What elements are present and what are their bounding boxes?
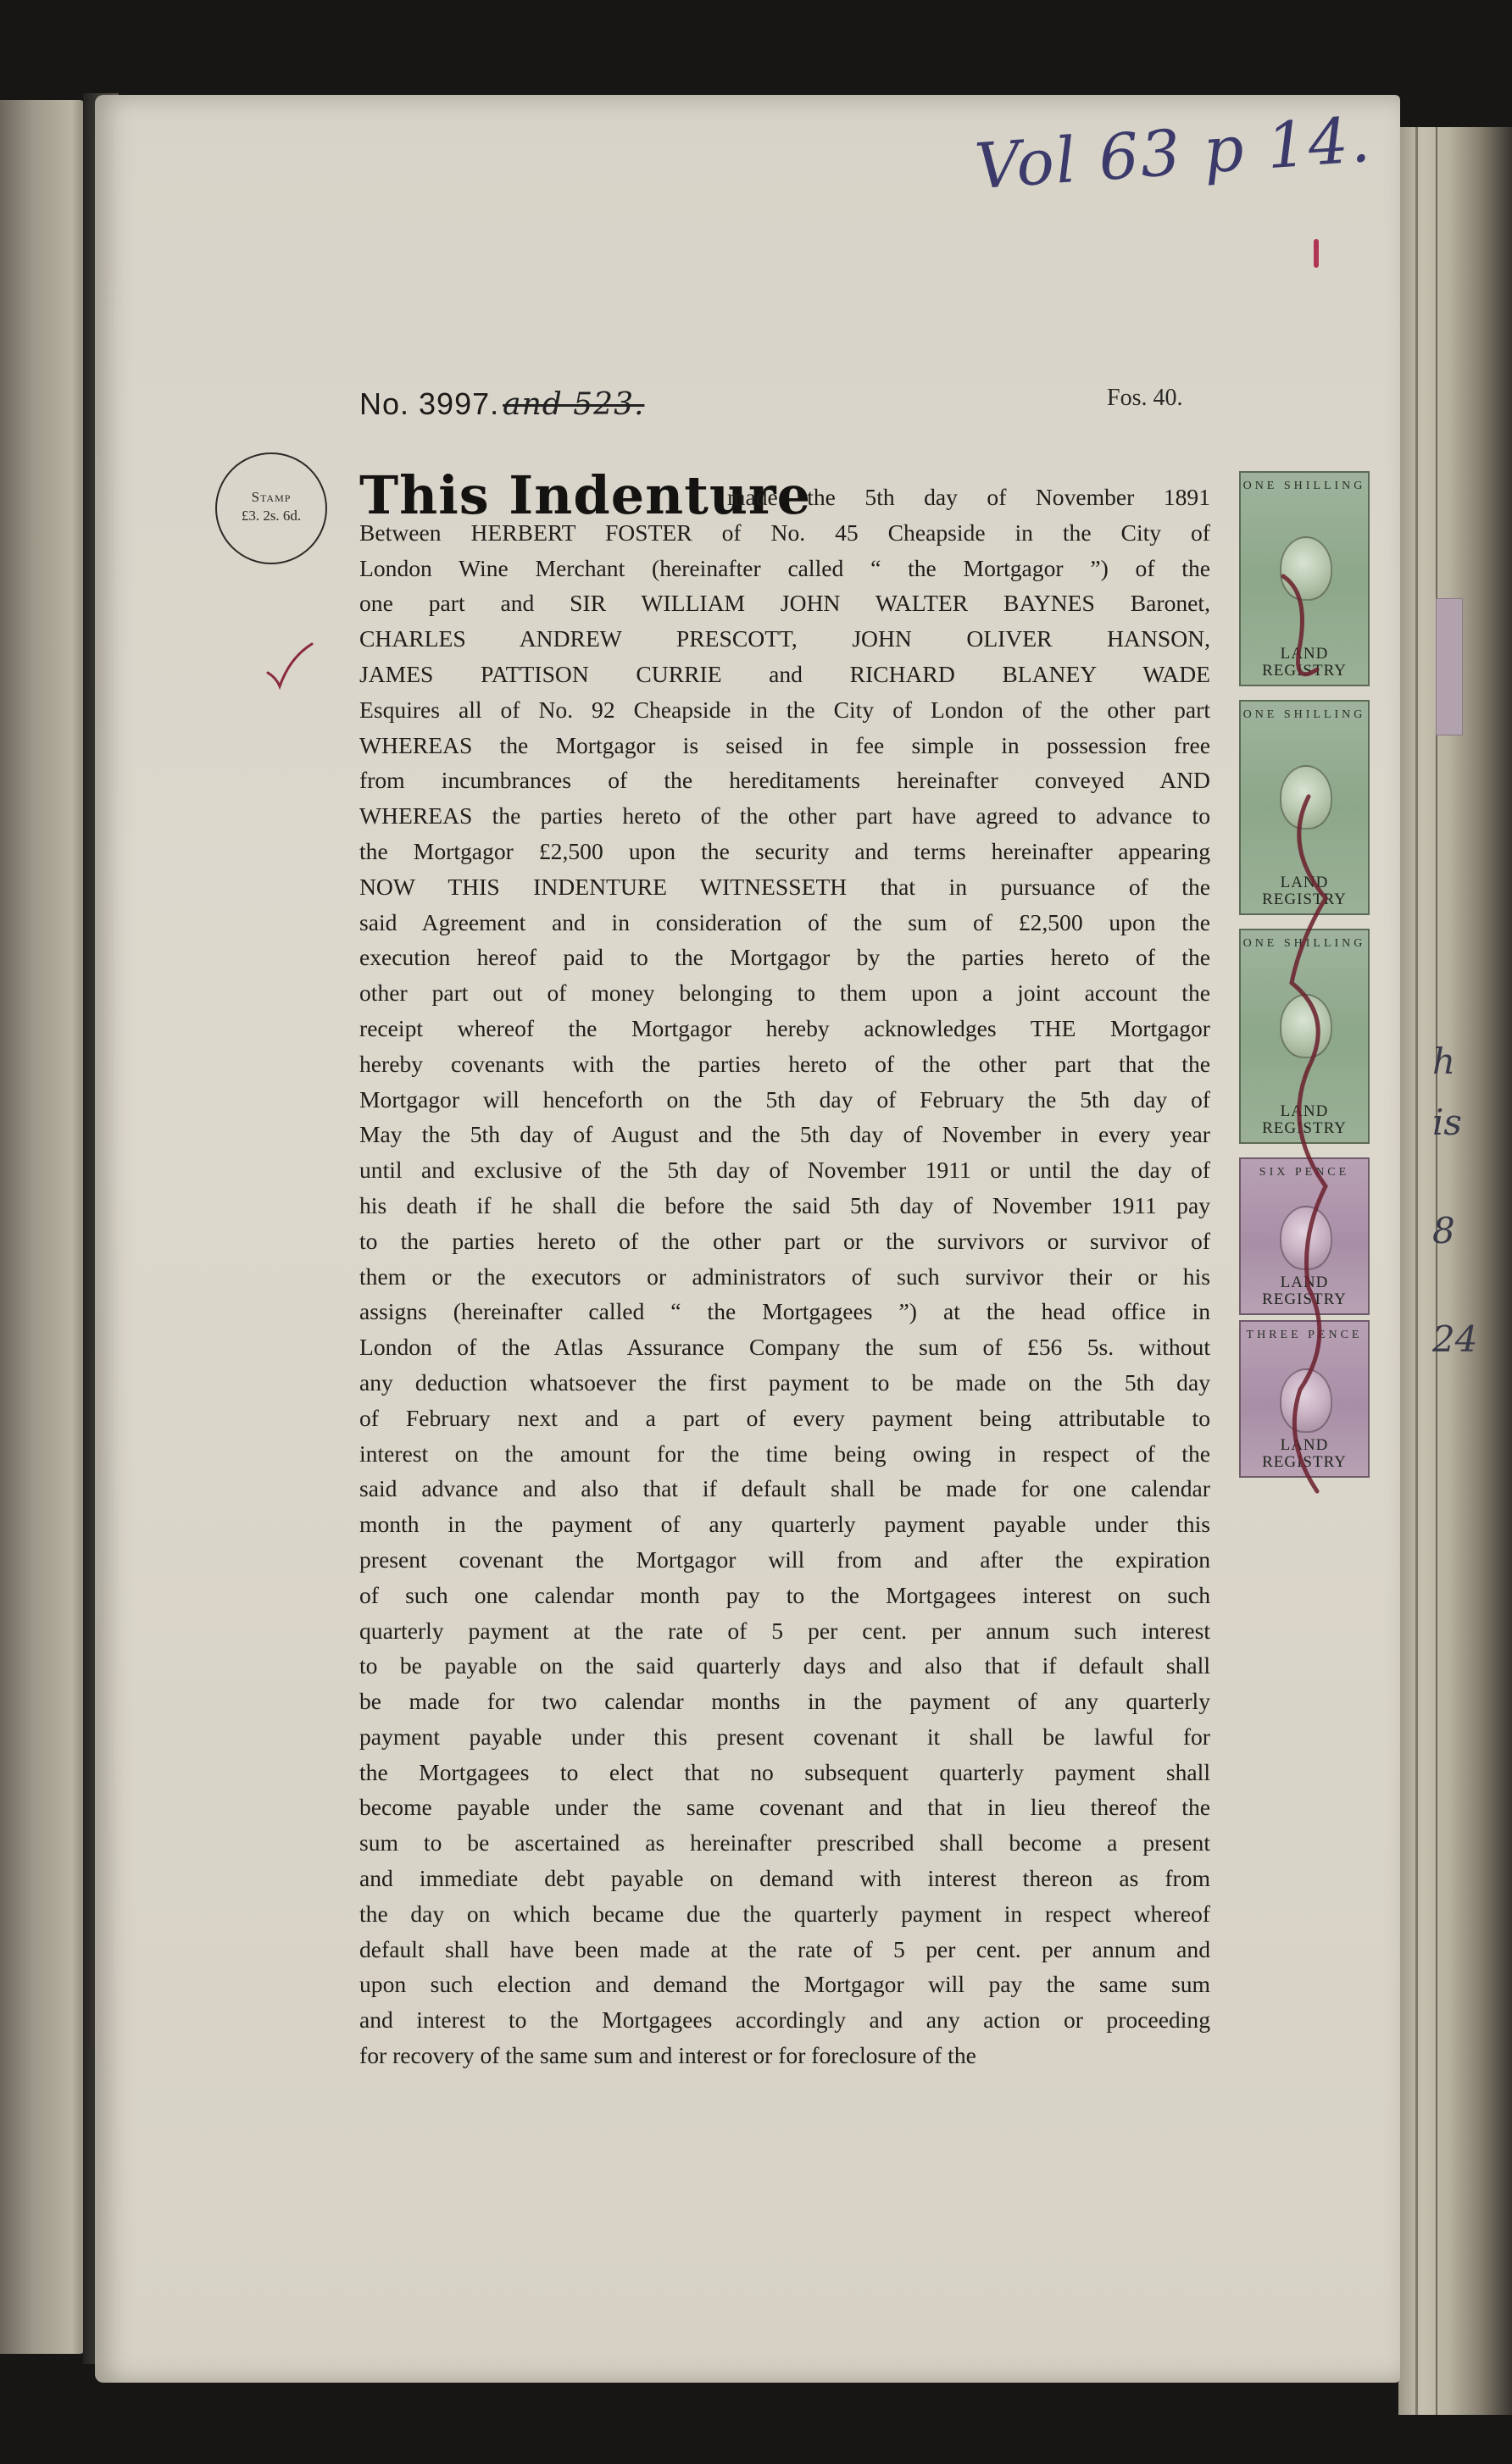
left-page-edge xyxy=(0,100,85,2354)
stamp-denomination: THREE PENCE xyxy=(1246,1329,1363,1341)
stamp-denomination: SIX PENCE xyxy=(1259,1166,1350,1179)
deed-line: month in the payment of any quarterly payment payable under this xyxy=(359,1511,1210,1538)
deed-line: WHEREAS the parties hereto of the other part have agreed to advance to xyxy=(359,802,1210,830)
deed-line: and interest to the Mortgagees accordingly and any action or proceeding xyxy=(359,2006,1210,2034)
deed-body xyxy=(359,480,1210,2073)
deed-line: said Agreement and in consideration of the sum of £2,500 upon the xyxy=(359,908,1210,935)
deed-line: of such one calendar month pay to the Mortgagees interest on such xyxy=(359,1581,1210,1608)
stamp-label: LAND REGISTRY xyxy=(1262,645,1347,680)
deed-line: London Wine Merchant (hereinafter called “ the Mortgagor ”) of the xyxy=(359,554,1210,581)
deed-line: WHEREAS the Mortgagor is seised in fee simple in possession free xyxy=(359,731,1210,758)
land-registry-stamp xyxy=(1239,1320,1370,1478)
page-tab xyxy=(1436,598,1463,735)
stamp-label: LAND REGISTRY xyxy=(1262,1436,1347,1471)
stamp-label: LAND REGISTRY xyxy=(1262,1102,1347,1137)
deed-number xyxy=(359,386,644,422)
deed-line: any deduction whatsoever the first payment to be made on the 5th day xyxy=(359,1368,1210,1396)
deed-line: the Mortgagor £2,500 upon the security and terms hereinafter appearing xyxy=(359,837,1210,864)
deed-line: London of the Atlas Assurance Company the sum of £56 5s. without xyxy=(359,1334,1210,1361)
deed-line: Mortgagor will henceforth on the 5th day of February the 5th day of xyxy=(359,1085,1210,1113)
deed-line: JAMES PATTISON CURRIE and RICHARD BLANEY WADE xyxy=(359,660,1210,687)
deed-line: NOW THIS INDENTURE WITNESSETH that in pursuance of the xyxy=(359,873,1210,900)
deed-line: them or the executors or administrators of such survivor their or his xyxy=(359,1263,1210,1290)
deed-line: CHARLES ANDREW PRESCOTT, JOHN OLIVER HANSON, xyxy=(359,625,1210,652)
deed-line: from incumbrances of the hereditaments hereinafter conveyed AND xyxy=(359,767,1210,794)
deed-line: hereby covenants with the parties hereto of the other part that the xyxy=(359,1050,1210,1077)
deed-line: made the 5th day of November 1891 xyxy=(727,484,1210,510)
deed-line: execution hereof paid to the Mortgagor by the parties hereto of the xyxy=(359,944,1210,971)
deed-line: payment payable under this present covenant it shall be lawful for xyxy=(359,1723,1210,1750)
land-registry-stamp xyxy=(1239,1157,1370,1315)
folio-count: Fos. 40. xyxy=(1107,385,1183,411)
land-registry-stamp xyxy=(1239,700,1370,915)
deed-line: interest on the amount for the time being owing in respect of the xyxy=(359,1440,1210,1467)
deed-line: Between HERBERT FOSTER of No. 45 Cheapside in the City of xyxy=(359,519,1210,546)
duty-stamp-label: Stamp xyxy=(251,489,292,505)
deed-line: until and exclusive of the 5th day of November 1911 or until the day of xyxy=(359,1157,1210,1184)
volume-page-reference: Vol 63 p 14. xyxy=(972,103,1375,204)
deed-line: Esquires all of No. 92 Cheapside in the City of London of the other part xyxy=(359,696,1210,723)
queen-portrait-icon xyxy=(1280,536,1332,601)
deed-line: sum to be ascertained as hereinafter prescribed shall become a present xyxy=(359,1829,1210,1856)
margin-fragment: 8 xyxy=(1432,1210,1455,1251)
queen-portrait-icon xyxy=(1280,994,1332,1058)
deed-line: to the parties hereto of the other part or the survivors or survivor of xyxy=(359,1227,1210,1254)
queen-portrait-icon xyxy=(1280,1206,1332,1270)
red-ink-mark xyxy=(1314,239,1319,268)
queen-portrait-icon xyxy=(1280,1368,1332,1433)
deed-line: assigns (hereinafter called “ the Mortgagees ”) at the head office in xyxy=(359,1298,1210,1325)
deed-line: receipt whereof the Mortgagor hereby acknowledges THE Mortgagor xyxy=(359,1014,1210,1041)
deed-line: be made for two calendar months in the payment of any quarterly xyxy=(359,1688,1210,1715)
margin-fragment: h xyxy=(1432,1041,1456,1082)
deed-line: of February next and a part of every payment being attributable to xyxy=(359,1404,1210,1431)
margin-fragment: 24 xyxy=(1432,1318,1478,1360)
deed-title: This Indenture xyxy=(359,464,812,526)
margin-fragment: is xyxy=(1432,1102,1462,1143)
deed-line: said advance and also that if default shall be made for one calendar xyxy=(359,1475,1210,1502)
stamp-label: LAND REGISTRY xyxy=(1262,874,1347,908)
queen-portrait-icon xyxy=(1280,765,1332,830)
deed-line: his death if he shall die before the said 5th day of November 1911 pay xyxy=(359,1191,1210,1218)
check-mark-icon xyxy=(264,641,315,691)
deed-line: upon such election and demand the Mortgagor will pay the same sum xyxy=(359,1971,1210,1998)
deed-line: for recovery of the same sum and interest or for foreclosure of the xyxy=(359,2042,976,2069)
deed-line: present covenant the Mortgagor will from and after the expiration xyxy=(359,1546,1210,1573)
deed-line: and immediate debt payable on demand with interest thereon as from xyxy=(359,1865,1210,1892)
stamp-denomination: ONE SHILLING xyxy=(1242,708,1366,721)
deed-line: May the 5th day of August and the 5th day of November in every year xyxy=(359,1121,1210,1148)
deed-number-text: No. 3997. xyxy=(359,386,500,421)
right-page-stack xyxy=(1398,127,1512,2415)
struck-number: and 523. xyxy=(503,387,645,422)
deed-line: quarterly payment at the rate of 5 per cent. per annum such interest xyxy=(359,1617,1210,1644)
land-registry-stamp xyxy=(1239,471,1370,686)
stamp-denomination: ONE SHILLING xyxy=(1242,480,1366,492)
deed-line: the day on which became due the quarterly payment in respect whereof xyxy=(359,1900,1210,1927)
stamp-label: LAND REGISTRY xyxy=(1262,1274,1347,1308)
deed-line: other part out of money belonging to them upon a joint account the xyxy=(359,979,1210,1007)
deed-line: to be payable on the said quarterly days and also that if default shall xyxy=(359,1652,1210,1679)
duty-stamp-amount: £3. 2s. 6d. xyxy=(241,508,302,524)
deed-line: default shall have been made at the rate of 5 per cent. per annum and xyxy=(359,1935,1210,1962)
deed-line: become payable under the same covenant and that in lieu thereof the xyxy=(359,1794,1210,1821)
deed-line: the Mortgagees to elect that no subsequent quarterly payment shall xyxy=(359,1758,1210,1785)
duty-stamp-circle xyxy=(215,452,327,564)
land-registry-stamp xyxy=(1239,929,1370,1144)
deed-line: one part and SIR WILLIAM JOHN WALTER BAYNES Baronet, xyxy=(359,590,1210,617)
stamp-denomination: ONE SHILLING xyxy=(1242,937,1366,950)
